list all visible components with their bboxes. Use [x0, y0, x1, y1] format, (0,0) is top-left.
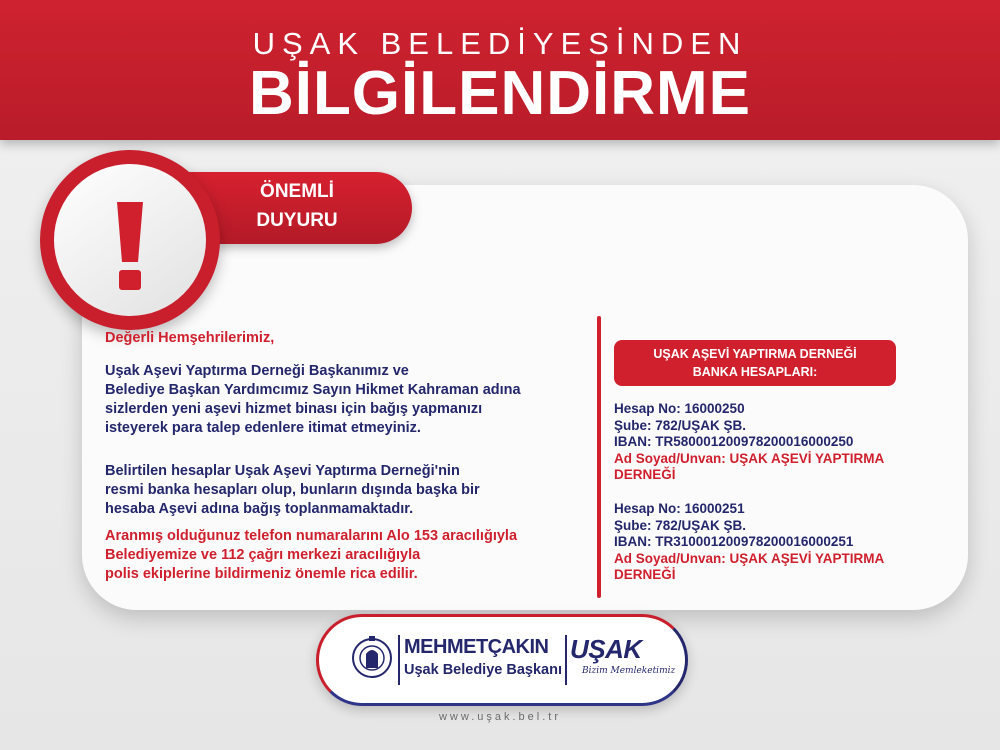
greeting: Değerli Hemşehrilerimiz,: [105, 330, 275, 346]
paragraph-3: [105, 527, 595, 584]
municipality-seal-icon: [350, 628, 394, 688]
paragraph-3-line: Aranmış olduğunuz telefon numaralarını Alo 153 aracılığıyla: [105, 528, 518, 544]
header-banner: [0, 0, 1000, 140]
paragraph-1-line: sizlerden yeni aşevi hizmet binası için bağış yapmanızı: [105, 401, 483, 417]
website-link[interactable]: www.uşak.bel.tr: [438, 711, 562, 723]
paragraph-1-line: Belediye Başkan Yardımcımız Sayın Hikmet Kahraman adına: [105, 382, 521, 398]
account-branch: Şube: 782/UŞAK ŞB.: [614, 417, 747, 433]
usak-brand-logo: UŞAK: [570, 634, 642, 664]
vertical-divider: [597, 316, 601, 598]
footer-separator: [565, 635, 567, 685]
paragraph-3-line: polis ekiplerine bildirmeniz önemle rica edilir.: [105, 566, 418, 582]
notice-tag-line1: ÖNEMLİ: [260, 181, 334, 202]
account-owner: Ad Soyad/Unvan: UŞAK AŞEVİ YAPTIRMA DERNEĞİ: [614, 450, 884, 482]
footer-separator: [398, 635, 400, 685]
paragraph-2-line: resmi banka hesapları olup, bunların dışında başka bir: [105, 482, 480, 498]
account-number: Hesap No: 16000250: [614, 401, 745, 416]
account-iban[interactable]: IBAN: TR580001200978200016000250: [614, 434, 854, 449]
exclamation-icon: [54, 164, 206, 316]
account-iban[interactable]: IBAN: TR310001200978200016000251: [614, 534, 854, 549]
bank-title-line2: BANKA HESAPLARI:: [692, 365, 818, 379]
paragraph-1-line: Uşak Aşevi Yaptırma Derneği Başkanımız ve: [105, 363, 409, 379]
header-title: BİLGİLENDİRME: [248, 59, 752, 128]
warning-badge: [40, 150, 220, 330]
mayor-name: MEHMETÇAKIN: [404, 636, 549, 658]
paragraph-2-line: Belirtilen hesaplar Uşak Aşevi Yaptırma Derneği'nin: [105, 463, 460, 479]
mayor-title: Uşak Belediye Başkanı: [404, 662, 562, 678]
notice-tag-line2: DUYURU: [256, 210, 338, 231]
account-branch: Şube: 782/UŞAK ŞB.: [614, 517, 747, 533]
account-number: Hesap No: 16000251: [614, 501, 745, 516]
bank-title-line1: UŞAK AŞEVİ YAPTIRMA DERNEĞİ: [653, 347, 857, 361]
brand-slogan: Bizim Memleketimiz: [582, 666, 676, 676]
bank-account-2: [614, 501, 934, 584]
paragraph-1-line: isteyerek para talep edenlere itimat etmeyiniz.: [105, 420, 421, 436]
header-subtitle: UŞAK BELEDİYESİNDEN: [252, 26, 748, 61]
paragraph-1: [105, 362, 595, 438]
warning-badge-inner: [54, 164, 206, 316]
paragraph-2: [105, 462, 595, 519]
paragraph-3-line: Belediyemize ve 112 çağrı merkezi aracılığıyla: [105, 547, 421, 563]
bank-account-1: [614, 401, 934, 484]
account-owner: Ad Soyad/Unvan: UŞAK AŞEVİ YAPTIRMA DERNEĞİ: [614, 550, 884, 582]
bank-title: [614, 340, 896, 386]
paragraph-2-line: hesaba Aşevi adına bağış toplanmamaktadır.: [105, 501, 414, 517]
